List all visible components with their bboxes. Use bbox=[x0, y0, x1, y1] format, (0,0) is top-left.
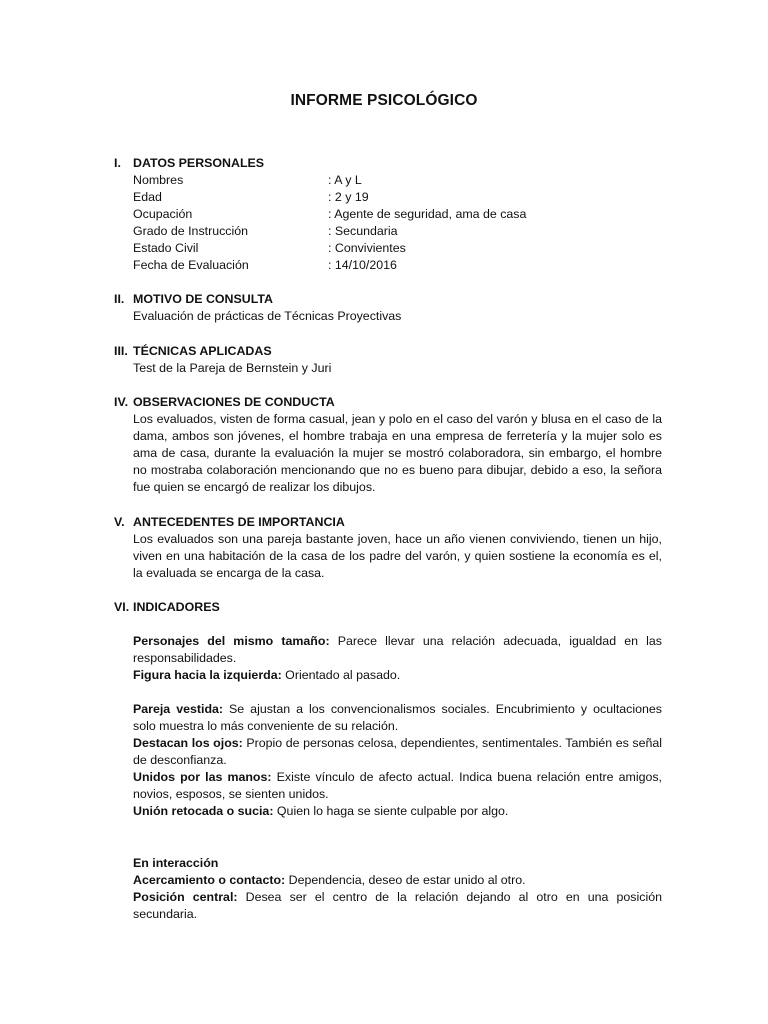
data-value: : Secundaria bbox=[328, 224, 398, 238]
section-heading bbox=[114, 291, 662, 308]
indicator-term: Unidos por las manos: bbox=[133, 770, 272, 784]
section-heading bbox=[114, 599, 662, 616]
section-tecnicas-aplicadas bbox=[114, 343, 662, 377]
indicator-group-2 bbox=[133, 701, 662, 820]
section-title: ANTECEDENTES DE IMPORTANCIA bbox=[133, 515, 345, 529]
indicator-group-1 bbox=[133, 633, 662, 684]
section-text: Test de la Pareja de Bernstein y Juri bbox=[133, 361, 332, 375]
section-number: III. bbox=[114, 344, 128, 358]
section-datos-personales bbox=[114, 155, 662, 274]
data-label: Edad bbox=[133, 190, 162, 204]
data-value: : 2 y 19 bbox=[328, 190, 369, 204]
section-motivo-consulta bbox=[114, 291, 662, 325]
indicator-text: Se ajustan a los convencionalismos sociales. Encubrimiento y ocultaciones solo muestra lo más conveniente de su relación. bbox=[133, 702, 662, 733]
indicator-term: Unión retocada o sucia: bbox=[133, 804, 274, 818]
section-heading bbox=[114, 514, 662, 531]
data-row bbox=[133, 189, 662, 206]
data-value: : A y L bbox=[328, 173, 362, 187]
indicator-item bbox=[133, 769, 662, 803]
indicator-item bbox=[133, 735, 662, 769]
data-label: Fecha de Evaluación bbox=[133, 258, 249, 272]
indicator-text: Existe vínculo de afecto actual. Indica buena relación entre amigos, novios, esposos, se sienten unidos. bbox=[133, 770, 663, 801]
section-title: INDICADORES bbox=[133, 600, 220, 614]
section-text: Los evaluados, visten de forma casual, jean y polo en el caso del varón y blusa en el caso de la dama, ambos son jóvenes, el hombre trabaja en una empresa de ferretería y la mujer solo es ama de casa, durante la evaluación la mujer se mostró colaboradora, sin embargo, el hombre no mostraba colaboración mencionando que no es bueno para dibujar, debido a eso, la señora fue quien se encargó de realizar los dibujos. bbox=[133, 412, 662, 494]
personal-data-table bbox=[114, 172, 662, 274]
section-text: Los evaluados son una pareja bastante joven, hace un año vienen conviviendo, tienen un hijo, viven en una habitación de la casa de los padre del varón, y quien sostiene la economía es el, la evaluada se encarga de la casa. bbox=[133, 532, 662, 580]
data-row bbox=[133, 223, 662, 240]
section-observaciones-conducta bbox=[114, 394, 662, 496]
document-title: INFORME PSICOLÓGICO bbox=[290, 92, 478, 109]
data-row bbox=[133, 172, 662, 189]
indicator-group-interaction bbox=[133, 855, 662, 923]
section-text: Evaluación de prácticas de Técnicas Proyectivas bbox=[133, 309, 402, 323]
data-label: Grado de Instrucción bbox=[133, 224, 249, 238]
indicator-item bbox=[133, 701, 662, 735]
section-title: DATOS PERSONALES bbox=[133, 156, 265, 170]
indicator-item bbox=[133, 803, 662, 820]
section-title: TÉCNICAS APLICADAS bbox=[133, 344, 272, 358]
data-row bbox=[133, 240, 662, 257]
data-value: : Agente de seguridad, ama de casa bbox=[328, 207, 527, 221]
section-title: OBSERVACIONES DE CONDUCTA bbox=[133, 395, 335, 409]
data-row bbox=[133, 206, 662, 223]
section-title: MOTIVO DE CONSULTA bbox=[133, 292, 273, 306]
indicator-text: Desea ser el centro de la relación dejando al otro en una posición secundaria. bbox=[133, 890, 662, 921]
data-row bbox=[133, 257, 662, 274]
indicator-term: Pareja vestida: bbox=[133, 702, 224, 716]
section-number: V. bbox=[114, 515, 125, 529]
indicator-term: Acercamiento o contacto: bbox=[133, 873, 286, 887]
section-number: II. bbox=[114, 292, 125, 306]
section-number: I. bbox=[114, 156, 121, 170]
section-heading bbox=[114, 343, 662, 360]
indicator-item bbox=[133, 889, 662, 923]
section-indicadores bbox=[114, 599, 662, 616]
indicator-item bbox=[133, 872, 662, 889]
indicator-item bbox=[133, 633, 662, 667]
indicator-term: Destacan los ojos: bbox=[133, 736, 243, 750]
data-label: Estado Civil bbox=[133, 241, 199, 255]
interaction-subheading: En interacción bbox=[133, 856, 219, 870]
section-antecedentes bbox=[114, 514, 662, 582]
indicator-item bbox=[133, 667, 662, 684]
data-value: : 14/10/2016 bbox=[328, 258, 397, 272]
data-value: : Convivientes bbox=[328, 241, 406, 255]
data-label: Ocupación bbox=[133, 207, 193, 221]
indicator-text: Propio de personas celosa, dependientes, sentimentales. También es señal de desconfianza. bbox=[133, 736, 662, 767]
section-number: IV. bbox=[114, 395, 129, 409]
indicator-text: Orientado al pasado. bbox=[281, 668, 401, 682]
data-label: Nombres bbox=[133, 173, 184, 187]
indicator-term: Personajes del mismo tamaño: bbox=[133, 634, 330, 648]
indicator-term: Posición central: bbox=[133, 890, 238, 904]
indicator-text: Dependencia, deseo de estar unido al otro. bbox=[285, 873, 526, 887]
section-number: VI. bbox=[114, 600, 130, 614]
indicator-term: Figura hacia la izquierda: bbox=[133, 668, 282, 682]
indicator-text: Parece llevar una relación adecuada, igualdad en las responsabilidades. bbox=[133, 634, 662, 665]
section-heading bbox=[114, 394, 662, 411]
indicator-text: Quien lo haga se siente culpable por algo. bbox=[273, 804, 509, 818]
section-heading bbox=[114, 155, 662, 172]
